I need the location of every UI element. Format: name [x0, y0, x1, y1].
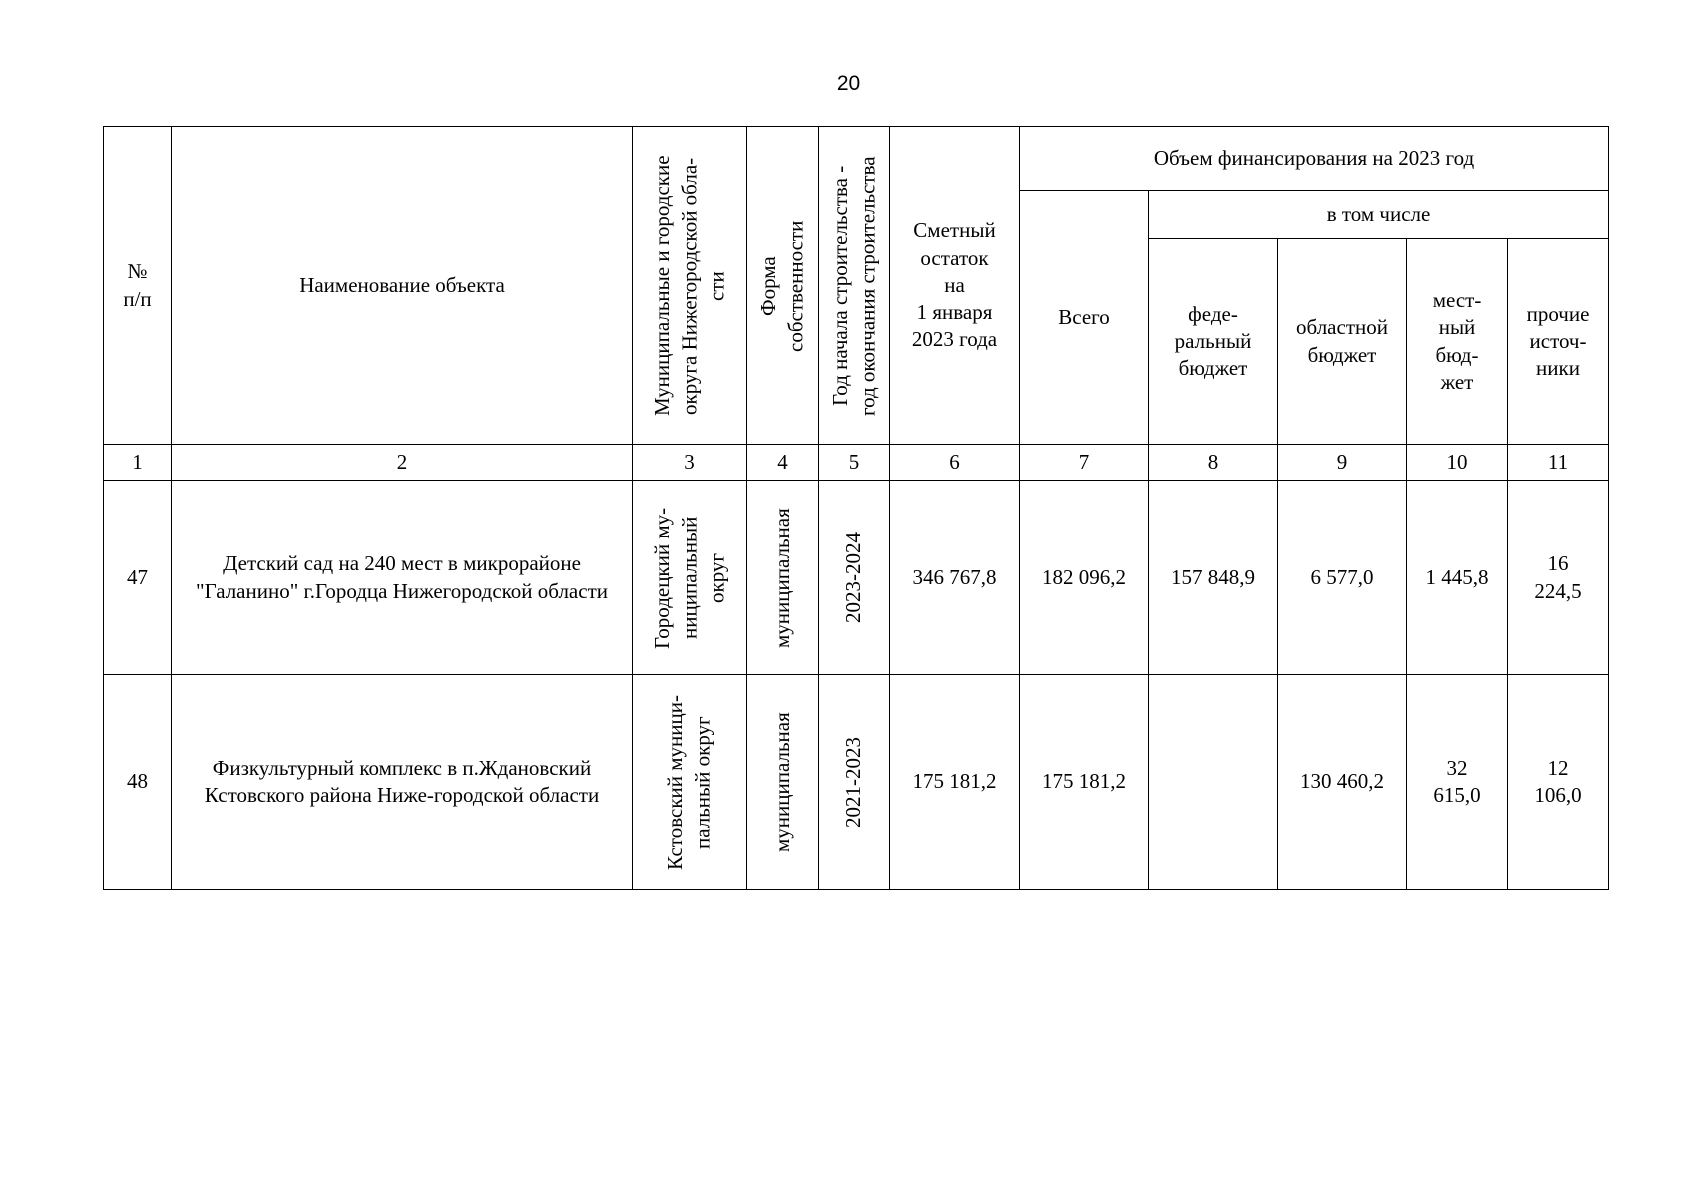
row-other: 16 224,5 — [1508, 481, 1609, 675]
column-number: 1 — [104, 445, 172, 481]
column-number: 4 — [747, 445, 819, 481]
row-municipality — [633, 481, 747, 675]
column-number: 10 — [1407, 445, 1508, 481]
header-funding-group: Объем финансирования на 2023 год — [1020, 127, 1609, 191]
page-number: 20 — [836, 72, 861, 95]
column-number: 6 — [890, 445, 1020, 481]
header-other: прочие источ- ники — [1508, 239, 1609, 445]
row-municipality-text: Городецкий му- ниципальный округ — [649, 506, 729, 649]
header-total: Всего — [1020, 191, 1149, 445]
row-other: 12 106,0 — [1508, 675, 1609, 890]
header-regional: областной бюджет — [1278, 239, 1407, 445]
header-ownership-text: Форма собственности — [756, 219, 808, 352]
column-number: 8 — [1149, 445, 1278, 481]
row-years — [819, 675, 890, 890]
row-years-text: 2023-2024 — [841, 532, 866, 623]
row-local: 32 615,0 — [1407, 675, 1508, 890]
row-ownership — [747, 675, 819, 890]
row-federal: 157 848,9 — [1149, 481, 1278, 675]
row-municipality — [633, 675, 747, 890]
column-number-row — [104, 445, 1609, 481]
row-municipality-text: Кстовский муници- пальный округ — [663, 694, 715, 870]
header-federal: феде- ральный бюджет — [1149, 239, 1278, 445]
row-local: 1 445,8 — [1407, 481, 1508, 675]
row-federal — [1149, 675, 1278, 890]
row-num: 48 — [104, 675, 172, 890]
row-estimate: 346 767,8 — [890, 481, 1020, 675]
row-num: 47 — [104, 481, 172, 675]
header-years-text: Год начала строительства - год окончания строительства — [827, 155, 879, 416]
header-municipality-text: Муниципальные и городские округа Нижегородской обла- сти — [649, 155, 729, 416]
row-ownership-text: муниципальная — [769, 712, 794, 852]
row-regional: 6 577,0 — [1278, 481, 1407, 675]
row-years-text: 2021-2023 — [841, 736, 866, 828]
row-total: 175 181,2 — [1020, 675, 1149, 890]
row-object-name: Детский сад на 240 мест в микрорайоне "Галанино" г.Городца Нижегородской области — [172, 481, 633, 675]
column-number: 9 — [1278, 445, 1407, 481]
row-years — [819, 481, 890, 675]
row-object-name: Физкультурный комплекс в п.Ждановский Кстовского района Ниже-городской области — [172, 675, 633, 890]
header-estimate: Сметный остаток на 1 января 2023 года — [890, 127, 1020, 445]
header-local: мест- ный бюд- жет — [1407, 239, 1508, 445]
header-municipality — [633, 127, 747, 445]
column-number: 11 — [1508, 445, 1609, 481]
row-total: 182 096,2 — [1020, 481, 1149, 675]
table-row — [104, 481, 1609, 675]
header-row-1 — [104, 127, 1609, 191]
header-ownership — [747, 127, 819, 445]
header-years — [819, 127, 890, 445]
row-regional: 130 460,2 — [1278, 675, 1407, 890]
header-name: Наименование объекта — [172, 127, 633, 445]
column-number: 7 — [1020, 445, 1149, 481]
column-number: 3 — [633, 445, 747, 481]
table-row — [104, 675, 1609, 890]
column-number: 2 — [172, 445, 633, 481]
row-estimate: 175 181,2 — [890, 675, 1020, 890]
financing-table — [103, 126, 1609, 890]
header-including: в том числе — [1149, 191, 1609, 239]
row-ownership — [747, 481, 819, 675]
row-ownership-text: муниципальная — [769, 507, 794, 648]
header-num: № п/п — [104, 127, 172, 445]
column-number: 5 — [819, 445, 890, 481]
